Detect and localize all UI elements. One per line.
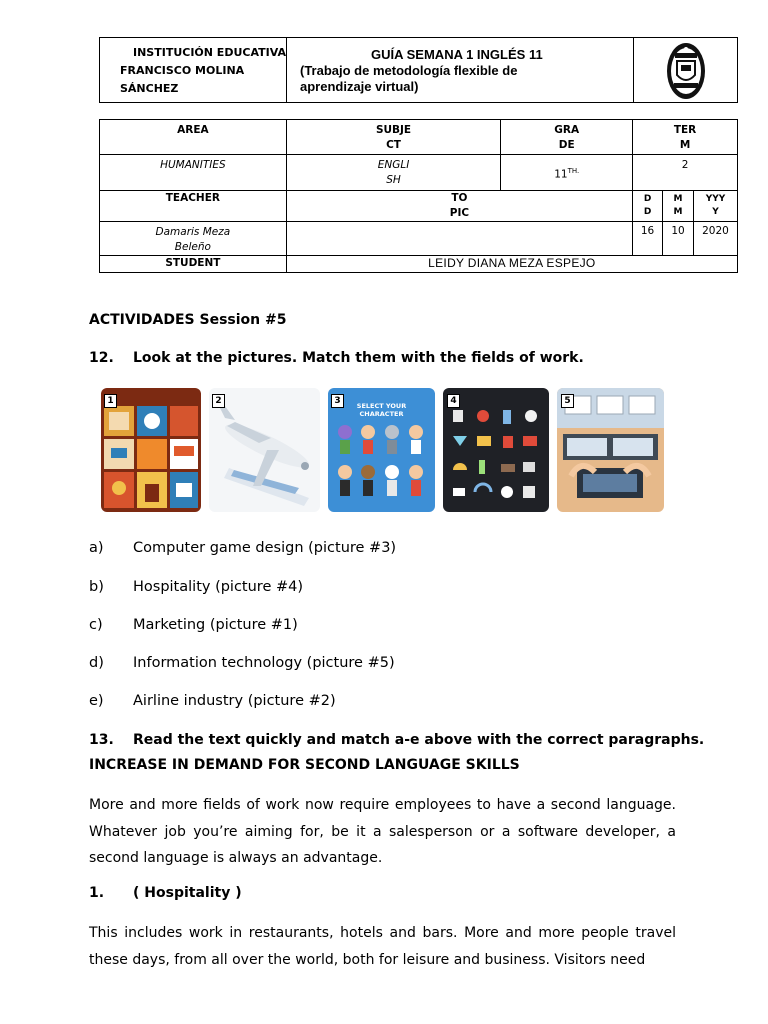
answer-a-text: Computer game design (picture #3) bbox=[133, 540, 397, 556]
answer-b-letter: b) bbox=[89, 579, 104, 595]
day-header: D D bbox=[633, 191, 663, 222]
picture-3-number: 3 bbox=[331, 394, 344, 408]
activities-heading: ACTIVIDADES Session #5 bbox=[89, 312, 287, 328]
picture-2-airline bbox=[209, 388, 320, 512]
picture-4-number: 4 bbox=[447, 394, 460, 408]
character-row-1 bbox=[338, 425, 423, 454]
institution-line1: INSTITUCIÓN EDUCATIVA bbox=[133, 46, 286, 59]
q12-number: 12. bbox=[89, 350, 114, 366]
topic-header: TO PIC bbox=[286, 191, 632, 222]
term-value: 2 bbox=[633, 155, 738, 191]
student-header: STUDENT bbox=[100, 256, 287, 273]
intro-paragraph: More and more fields of work now require employees to have a second language. Whatever job you’re aiming for, be it a salesperson or a software developer, a second language is always an advantage. bbox=[89, 797, 676, 866]
course-info-table bbox=[99, 119, 738, 273]
answer-e-text: Airline industry (picture #2) bbox=[133, 693, 336, 709]
guide-title-cell bbox=[287, 38, 634, 103]
grade-header: GRA DE bbox=[501, 120, 633, 155]
select-character-caption-2: CHARACTER bbox=[359, 410, 404, 418]
character-row-2 bbox=[338, 465, 423, 496]
answer-d-text: Information technology (picture #5) bbox=[133, 655, 395, 671]
year-header: YYY Y bbox=[694, 191, 738, 222]
month-value: 10 bbox=[663, 222, 694, 256]
guide-subtitle-line2: aprendizaje virtual) bbox=[300, 79, 419, 94]
topic-value bbox=[286, 222, 632, 256]
q13-instruction: Read the text quickly and match a-e above with the correct paragraphs. bbox=[133, 732, 705, 748]
select-character-caption-1: SELECT YOUR bbox=[356, 402, 407, 410]
institution-line2: FRANCISCO MOLINA bbox=[120, 64, 245, 77]
answer-b-text: Hospitality (picture #4) bbox=[133, 579, 304, 595]
article-heading: INCREASE IN DEMAND FOR SECOND LANGUAGE SKILLS bbox=[89, 757, 520, 773]
school-seal-logo bbox=[666, 41, 706, 101]
guide-title: GUÍA SEMANA 1 INGLÉS 11 bbox=[371, 47, 543, 62]
picture-3-game-design bbox=[328, 388, 435, 512]
answer-c-letter: c) bbox=[89, 617, 103, 633]
institution-cell bbox=[100, 38, 287, 103]
picture-5-number: 5 bbox=[561, 394, 574, 408]
guide-subtitle-line1: (Trabajo de metodología flexible de bbox=[300, 63, 518, 78]
section-1-number: 1. bbox=[89, 885, 105, 901]
school-seal-cell bbox=[634, 38, 738, 103]
area-header: AREA bbox=[100, 120, 287, 155]
airplane-illustration bbox=[209, 388, 320, 512]
subject-value: ENGLI SH bbox=[286, 155, 501, 191]
picture-1-number: 1 bbox=[104, 394, 117, 408]
teacher-value: Damaris Meza Beleño bbox=[100, 222, 287, 256]
subject-header: SUBJE CT bbox=[286, 120, 501, 155]
q12-instruction: Look at the pictures. Match them with the fields of work. bbox=[133, 350, 584, 366]
section-1-paragraph: This includes work in restaurants, hotels and bars. More and more people travel these days, from all over the world, both for leisure and business. Visitors need bbox=[89, 925, 676, 968]
picture-2-number: 2 bbox=[212, 394, 225, 408]
q13-number: 13. bbox=[89, 732, 114, 748]
year-value: 2020 bbox=[694, 222, 738, 256]
student-value: LEIDY DIANA MEZA ESPEJO bbox=[286, 256, 737, 273]
month-header: M M bbox=[663, 191, 694, 222]
grade-value: $11^{TH.}$ bbox=[501, 155, 633, 191]
answer-c-text: Marketing (picture #1) bbox=[133, 617, 298, 633]
teacher-header: TEACHER bbox=[100, 191, 287, 222]
term-header: TER M bbox=[633, 120, 738, 155]
answer-d-letter: d) bbox=[89, 655, 104, 671]
answer-e-letter: e) bbox=[89, 693, 104, 709]
answer-a-letter: a) bbox=[89, 540, 104, 556]
area-value: HUMANITIES bbox=[100, 155, 287, 191]
header-table bbox=[99, 37, 738, 103]
day-value: 16 bbox=[633, 222, 663, 256]
institution-line3: SÁNCHEZ bbox=[120, 82, 179, 95]
section-1-title: ( Hospitality ) bbox=[133, 885, 242, 901]
